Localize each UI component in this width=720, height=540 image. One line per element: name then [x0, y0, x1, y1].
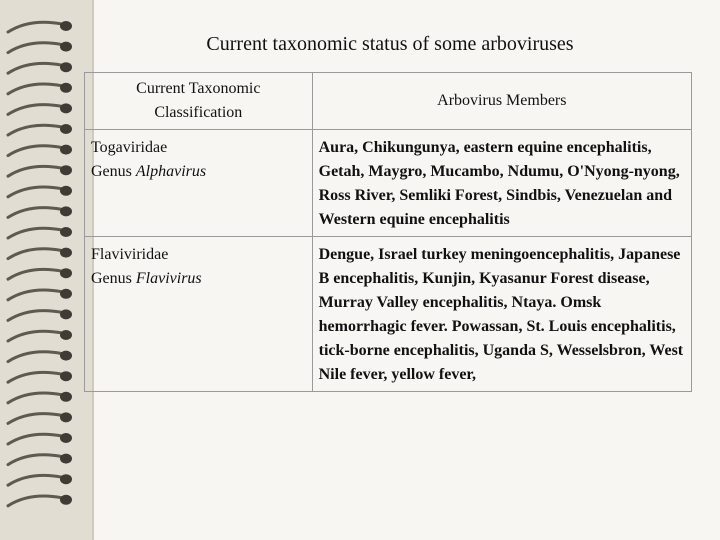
members-cell [312, 237, 691, 392]
binding-hole [60, 454, 72, 464]
binding-hole [60, 289, 72, 299]
binding-hole [60, 186, 72, 196]
spiral-binding-icon [0, 14, 90, 514]
spiral-wire [8, 208, 62, 218]
binding-hole [60, 83, 72, 93]
binding-hole [60, 268, 72, 278]
header-members: Arbovirus Members [312, 73, 691, 130]
spiral-wire [8, 22, 62, 32]
binding-hole [60, 309, 72, 319]
spiral-wire [8, 496, 62, 506]
table-header-row [85, 73, 692, 130]
family-name: Flaviviridae [91, 246, 169, 263]
spiral-wire [8, 43, 62, 53]
spiral-wire [8, 475, 62, 485]
members-list: Dengue, Israel turkey meningoencephalitis, Japanese B encephalitis, Kunjin, Kyasanur Forest disease, Murray Valley encephalitis, Ntaya. Omsk hemorrhagic fever. Powassan, St. Louis encephalitis, tick-borne encephalitis, Uganda S, Wesselsbron, West Nile fever, yellow fever, [318, 246, 684, 383]
binding-hole [60, 62, 72, 72]
binding-hole [60, 42, 72, 52]
spiral-wire [8, 187, 62, 197]
spiral-wire [8, 414, 62, 424]
spiral-wire [8, 290, 62, 300]
spiral-wire [8, 125, 62, 135]
family-name: Togaviridae [91, 139, 168, 156]
genus-name: Flavivirus [135, 270, 202, 287]
genus-line [91, 267, 306, 291]
spiral-wire [8, 372, 62, 382]
spiral-wire [8, 63, 62, 73]
spiral-wire [8, 146, 62, 156]
binding-hole [60, 103, 72, 113]
spiral-wire [8, 228, 62, 238]
table-row [85, 130, 692, 237]
binding-hole [60, 330, 72, 340]
binding-hole [60, 412, 72, 422]
binding-hole [60, 145, 72, 155]
binding-hole [60, 351, 72, 361]
spiral-wire [8, 352, 62, 362]
genus-prefix: Genus [91, 270, 132, 287]
members-list: Aura, Chikungunya, eastern equine encephalitis, Getah, Maygro, Mucambo, Ndumu, O'Nyong-nyong, Ross River, Semliki Forest, Sindbis, Venezuelan and Western equine encephalitis [318, 139, 680, 228]
spiral-wire [8, 393, 62, 403]
binding-hole [60, 433, 72, 443]
spiral-wire [8, 331, 62, 341]
spiral-wire [8, 269, 62, 279]
binding-hole [60, 248, 72, 258]
spiral-wire [8, 311, 62, 321]
taxonomy-table [84, 72, 692, 392]
spiral-wire [8, 166, 62, 176]
spiral-wire [8, 84, 62, 94]
genus-prefix: Genus [91, 163, 132, 180]
classification-cell [85, 237, 313, 392]
binding-hole [60, 495, 72, 505]
spiral-wire [8, 434, 62, 444]
genus-name: Alphavirus [135, 163, 207, 180]
binding-hole [60, 21, 72, 31]
binding-hole [60, 165, 72, 175]
binding-hole [60, 206, 72, 216]
spiral-wire [8, 455, 62, 465]
binding-hole [60, 392, 72, 402]
binding-hole [60, 474, 72, 484]
binding-hole [60, 227, 72, 237]
table-row [85, 237, 692, 392]
classification-cell [85, 130, 313, 237]
spiral-wire [8, 105, 62, 115]
spiral-wire [8, 249, 62, 259]
binding-hole [60, 124, 72, 134]
binding-hole [60, 371, 72, 381]
header-classification: Current Taxonomic Classification [85, 73, 313, 130]
slide-title: Current taxonomic status of some arboviruses [206, 33, 574, 55]
genus-line [91, 160, 306, 184]
members-cell [312, 130, 691, 237]
